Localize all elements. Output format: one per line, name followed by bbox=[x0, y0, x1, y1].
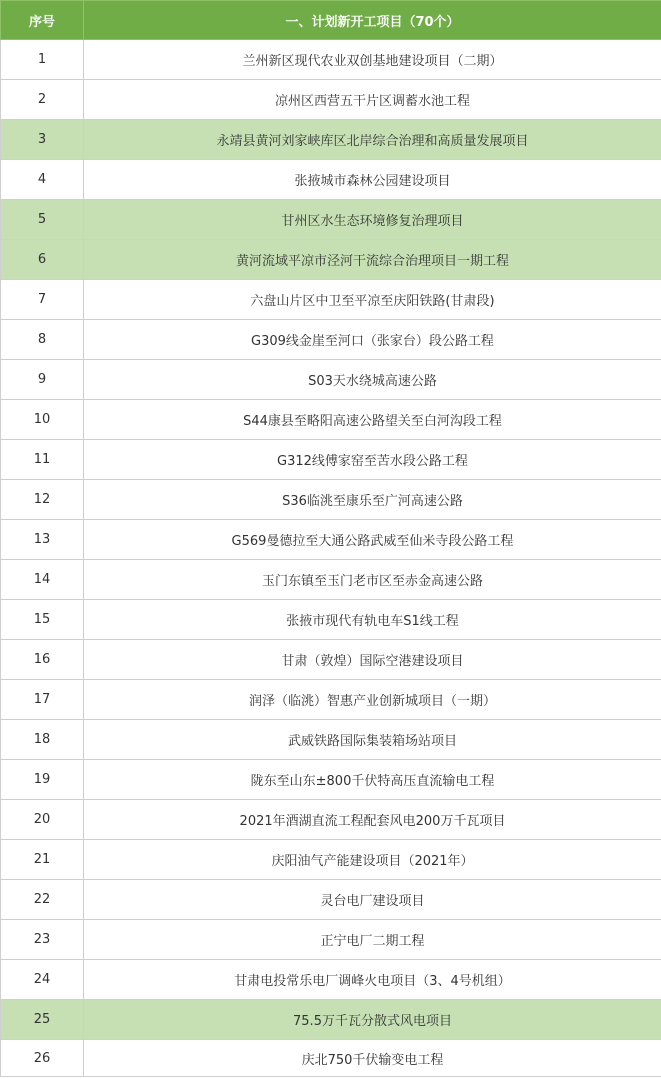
table-row bbox=[1, 720, 661, 760]
project-name: 灵台电厂建设项目 bbox=[84, 880, 661, 920]
project-name: 张掖城市森林公园建设项目 bbox=[84, 160, 661, 200]
row-number: 5 bbox=[1, 200, 84, 240]
table-row bbox=[1, 520, 661, 560]
table-row bbox=[1, 160, 661, 200]
row-number: 4 bbox=[1, 160, 84, 200]
table-row bbox=[1, 320, 661, 360]
row-number: 6 bbox=[1, 240, 84, 280]
row-number: 16 bbox=[1, 640, 84, 680]
table-row bbox=[1, 280, 661, 320]
table-row bbox=[1, 760, 661, 800]
row-number: 3 bbox=[1, 120, 84, 160]
table-row bbox=[1, 120, 661, 160]
project-name: G312线傅家窑至苦水段公路工程 bbox=[84, 440, 661, 480]
project-name: 润泽（临洮）智惠产业创新城项目（一期） bbox=[84, 680, 661, 720]
table-row bbox=[1, 40, 661, 80]
table-row bbox=[1, 640, 661, 680]
column-header-number: 序号 bbox=[1, 1, 84, 40]
project-name: 正宁电厂二期工程 bbox=[84, 920, 661, 960]
project-name: 黄河流域平凉市泾河干流综合治理项目一期工程 bbox=[84, 240, 661, 280]
row-number: 8 bbox=[1, 320, 84, 360]
project-name: 张掖市现代有轨电车S1线工程 bbox=[84, 600, 661, 640]
project-name: G569曼德拉至大通公路武威至仙米寺段公路工程 bbox=[84, 520, 661, 560]
table-row bbox=[1, 960, 661, 1000]
project-name: 甘州区水生态环境修复治理项目 bbox=[84, 200, 661, 240]
row-number: 15 bbox=[1, 600, 84, 640]
row-number: 24 bbox=[1, 960, 84, 1000]
project-name: G309线金崖至河口（张家台）段公路工程 bbox=[84, 320, 661, 360]
table-row bbox=[1, 80, 661, 120]
project-name: 武威铁路国际集装箱场站项目 bbox=[84, 720, 661, 760]
row-number: 14 bbox=[1, 560, 84, 600]
project-name: S36临洮至康乐至广河高速公路 bbox=[84, 480, 661, 520]
project-name: S44康县至略阳高速公路望关至白河沟段工程 bbox=[84, 400, 661, 440]
row-number: 11 bbox=[1, 440, 84, 480]
project-name: 2021年酒湖直流工程配套风电200万千瓦项目 bbox=[84, 800, 661, 840]
row-number: 7 bbox=[1, 280, 84, 320]
row-number: 22 bbox=[1, 880, 84, 920]
row-number: 21 bbox=[1, 840, 84, 880]
row-number: 23 bbox=[1, 920, 84, 960]
project-name: 凉州区西营五干片区调蓄水池工程 bbox=[84, 80, 661, 120]
table-row bbox=[1, 600, 661, 640]
row-number: 20 bbox=[1, 800, 84, 840]
table-row bbox=[1, 800, 661, 840]
project-name: 庆北750千伏输变电工程 bbox=[84, 1040, 661, 1077]
table-header bbox=[1, 1, 661, 40]
project-name: 玉门东镇至玉门老市区至赤金高速公路 bbox=[84, 560, 661, 600]
project-name: 六盘山片区中卫至平凉至庆阳铁路(甘肃段) bbox=[84, 280, 661, 320]
project-name: S03天水绕城高速公路 bbox=[84, 360, 661, 400]
row-number: 19 bbox=[1, 760, 84, 800]
row-number: 26 bbox=[1, 1040, 84, 1077]
table-row bbox=[1, 200, 661, 240]
project-name: 永靖县黄河刘家峡库区北岸综合治理和高质量发展项目 bbox=[84, 120, 661, 160]
project-name: 甘肃电投常乐电厂调峰火电项目（3、4号机组） bbox=[84, 960, 661, 1000]
table-row bbox=[1, 240, 661, 280]
header-row bbox=[1, 1, 661, 40]
table-row bbox=[1, 400, 661, 440]
row-number: 17 bbox=[1, 680, 84, 720]
project-name: 陇东至山东±800千伏特高压直流输电工程 bbox=[84, 760, 661, 800]
table-body bbox=[1, 40, 661, 1077]
table-row bbox=[1, 920, 661, 960]
table-row bbox=[1, 560, 661, 600]
project-name: 75.5万千瓦分散式风电项目 bbox=[84, 1000, 661, 1040]
table-row bbox=[1, 1000, 661, 1040]
row-number: 9 bbox=[1, 360, 84, 400]
row-number: 25 bbox=[1, 1000, 84, 1040]
project-name: 庆阳油气产能建设项目（2021年） bbox=[84, 840, 661, 880]
row-number: 2 bbox=[1, 80, 84, 120]
row-number: 12 bbox=[1, 480, 84, 520]
row-number: 1 bbox=[1, 40, 84, 80]
row-number: 18 bbox=[1, 720, 84, 760]
row-number: 13 bbox=[1, 520, 84, 560]
project-name: 兰州新区现代农业双创基地建设项目（二期） bbox=[84, 40, 661, 80]
table-row bbox=[1, 680, 661, 720]
table-row bbox=[1, 840, 661, 880]
column-header-project-name: 一、计划新开工项目（70个） bbox=[84, 1, 661, 40]
table-row bbox=[1, 1040, 661, 1077]
project-name: 甘肃（敦煌）国际空港建设项目 bbox=[84, 640, 661, 680]
table-row bbox=[1, 880, 661, 920]
table-row bbox=[1, 480, 661, 520]
table-row bbox=[1, 440, 661, 480]
row-number: 10 bbox=[1, 400, 84, 440]
table-row bbox=[1, 360, 661, 400]
